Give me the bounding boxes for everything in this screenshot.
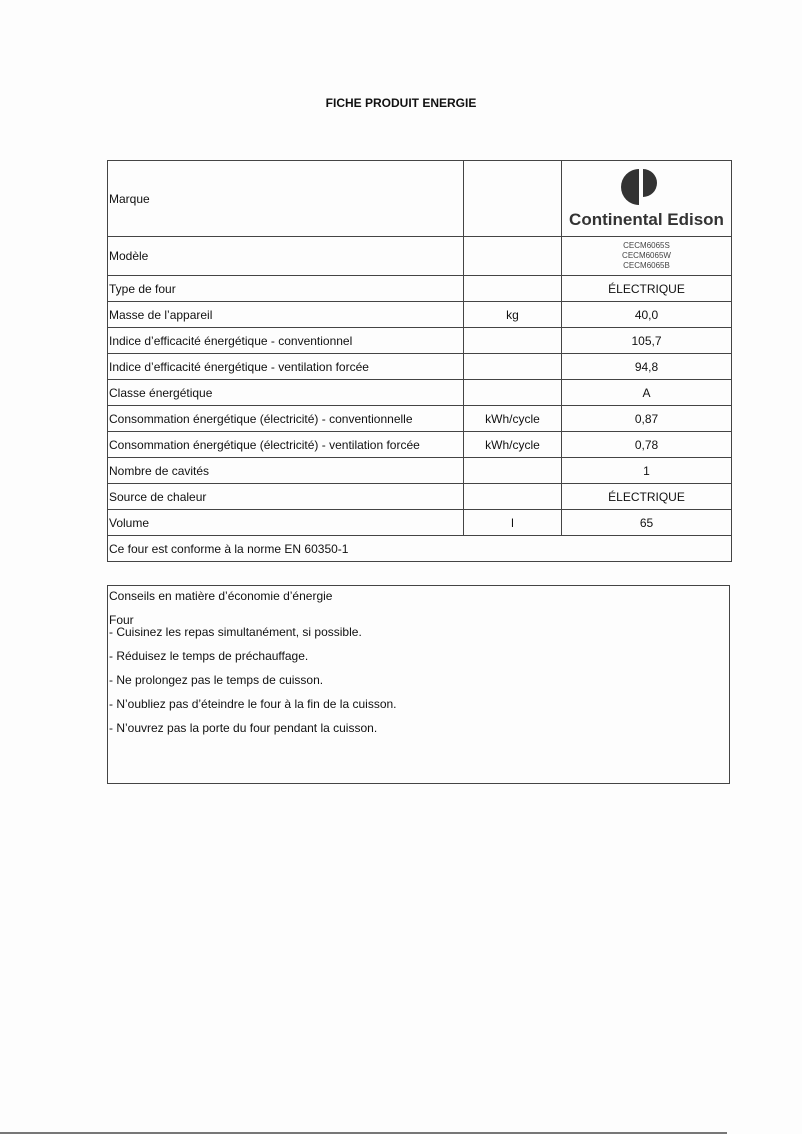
cell-label: Indice d’efficacité énergétique - conventionnel — [108, 328, 464, 354]
cell-value: 94,8 — [562, 354, 732, 380]
cell-value: ÉLECTRIQUE — [562, 276, 732, 302]
brand-label: Marque — [108, 161, 464, 237]
cell-label: Type de four — [108, 276, 464, 302]
cell-value: A — [562, 380, 732, 406]
cell-label: Classe énergétique — [108, 380, 464, 406]
cell-value: 0,78 — [562, 432, 732, 458]
advice-tip: - Réduisez le temps de préchauffage. — [109, 649, 309, 663]
advice-subheading: Four — [109, 613, 134, 627]
cell-unit — [464, 484, 562, 510]
cell-label: Masse de l’appareil — [108, 302, 464, 328]
cell-unit: kg — [464, 302, 562, 328]
cell-label: Nombre de cavités — [108, 458, 464, 484]
table-row — [108, 510, 732, 536]
table-row — [108, 406, 732, 432]
table-row-model — [108, 237, 732, 276]
cell-unit — [464, 328, 562, 354]
cell-unit — [464, 458, 562, 484]
brand-logo — [563, 168, 730, 230]
table-row — [108, 328, 732, 354]
energy-table — [107, 160, 732, 562]
cell-label: Volume — [108, 510, 464, 536]
advice-tip: - N’oubliez pas d’éteindre le four à la fin de la cuisson. — [109, 697, 397, 711]
cell-unit: kWh/cycle — [464, 432, 562, 458]
table-row — [108, 458, 732, 484]
cell-value: 65 — [562, 510, 732, 536]
model-name: CECM6065B — [623, 261, 670, 270]
table-row-brand — [108, 161, 732, 237]
table-row — [108, 432, 732, 458]
energy-advice-box — [107, 585, 730, 784]
cell-unit — [464, 380, 562, 406]
cell-label: Consommation énergétique (électricité) - ventilation forcée — [108, 432, 464, 458]
cell-label: Indice d’efficacité énergétique - ventilation forcée — [108, 354, 464, 380]
model-name: CECM6065S — [623, 241, 670, 250]
cell-value: ÉLECTRIQUE — [562, 484, 732, 510]
cell-unit: l — [464, 510, 562, 536]
table-row — [108, 276, 732, 302]
conformity-note: Ce four est conforme à la norme EN 60350-1 — [108, 536, 732, 562]
cell-value: 1 — [562, 458, 732, 484]
brand-name: Continental Edison — [569, 209, 724, 229]
advice-heading: Conseils en matière d’économie d’énergie — [109, 589, 333, 603]
table-row-conformity — [108, 536, 732, 562]
cell-label: Consommation énergétique (électricité) - conventionnelle — [108, 406, 464, 432]
advice-tip: - N’ouvrez pas la porte du four pendant la cuisson. — [109, 721, 378, 735]
cell-unit: kWh/cycle — [464, 406, 562, 432]
cell-value: 40,0 — [562, 302, 732, 328]
cell-unit — [464, 276, 562, 302]
model-name: CECM6065W — [622, 251, 671, 260]
cell-value: 0,87 — [562, 406, 732, 432]
table-row — [108, 354, 732, 380]
table-row — [108, 380, 732, 406]
cell-unit — [464, 354, 562, 380]
page-title: FICHE PRODUIT ENERGIE — [325, 96, 477, 110]
cell-label: Source de chaleur — [108, 484, 464, 510]
table-row — [108, 484, 732, 510]
model-label: Modèle — [108, 237, 464, 276]
table-row — [108, 302, 732, 328]
advice-tip: - Ne prolongez pas le temps de cuisson. — [109, 673, 324, 687]
cell-value: 105,7 — [562, 328, 732, 354]
brand-logo-icon — [617, 168, 677, 206]
advice-tip: - Cuisinez les repas simultanément, si possible. — [109, 625, 362, 639]
